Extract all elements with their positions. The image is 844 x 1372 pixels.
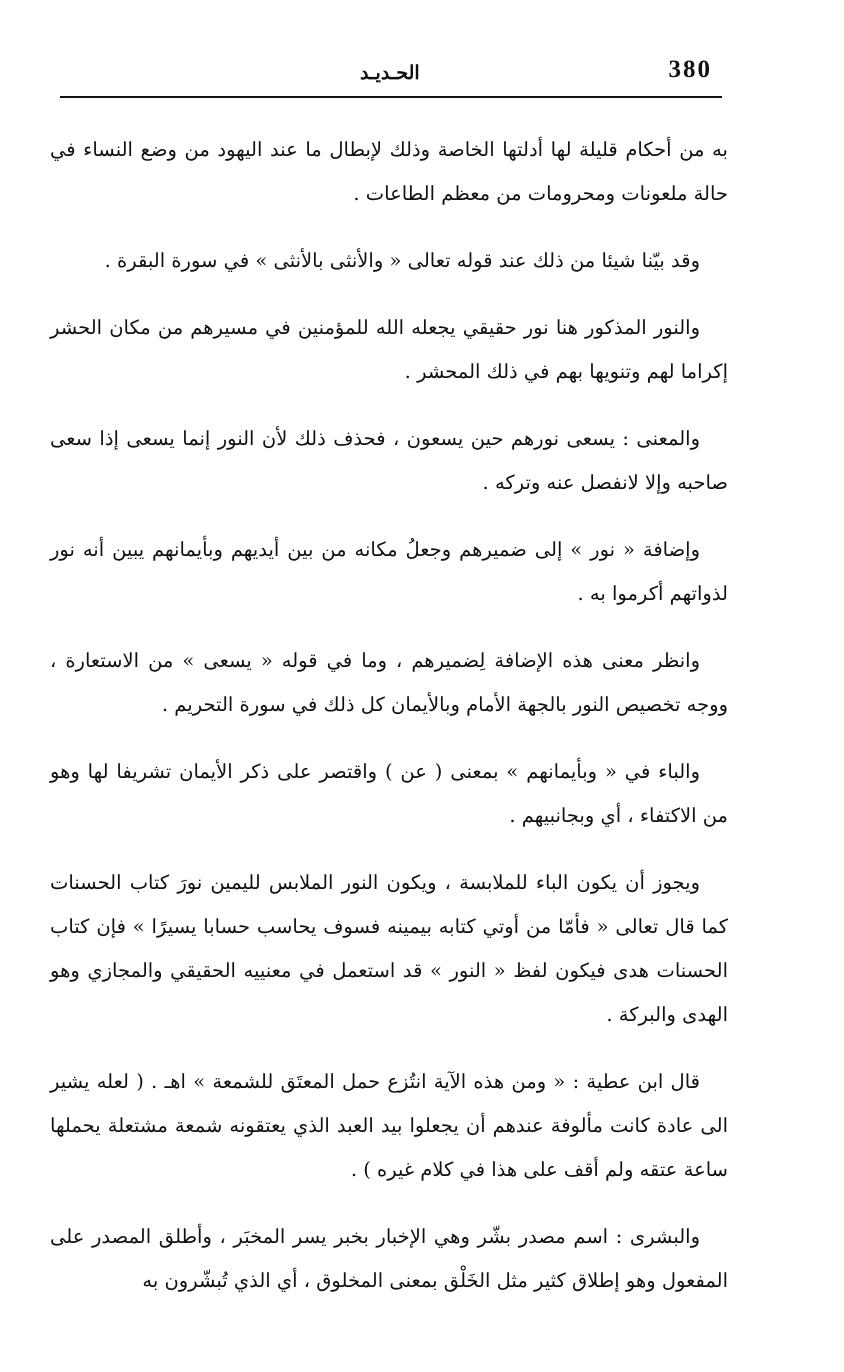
- paragraph: والبشرى : اسم مصدر بشّر وهي الإخبار بخبر يسر المخبَر ، وأطلق المصدر على المفعول وهو إطلاق كثير مثل الخَلْق بمعنى المخلوق ، أي الذي تُبشّرون به: [50, 1225, 728, 1292]
- paragraph: به من أحكام قليلة لها أدلتها الخاصة وذلك لإبطال ما عند اليهود من وضع النساء في حالة ملعونات ومحرومات من معظم الطاعات .: [50, 138, 728, 205]
- page-header: [60, 52, 722, 96]
- body-text: [50, 128, 728, 1326]
- paragraph: والباء في « وبأيمانهم » بمعنى ( عن ) واقتصر على ذكر الأيمان تشريفا لها وهو من الاكتفاء ، أي وبجانبيهم .: [50, 760, 728, 827]
- paragraph: وانظر معنى هذه الإضافة لِضميرهم ، وما في قوله « يسعى » من الاستعارة ، ووجه تخصيص النور بالجهة الأمام وبالأيمان كل ذلك في سورة التحريم .: [50, 649, 728, 716]
- running-title: الحـديـد: [360, 62, 420, 84]
- paragraph: وإضافة « نور » إلى ضميرهم وجعلُ مكانه من بين أيديهم وبأيمانهم يبين أنه نور لذواتهم أكرموا به .: [50, 538, 728, 605]
- paragraph: والنور المذكور هنا نور حقيقي يجعله الله للمؤمنين في مسيرهم من مكان الحشر إكراما لهم وتنويها بهم في ذلك المحشر .: [50, 316, 728, 383]
- paragraph: قال ابن عطية : « ومن هذه الآية انتُزع حمل المعتَق للشمعة » اهـ . ( لعله يشير الى عادة كانت مألوفة عندهم أن يجعلوا بيد العبد الذي يعتقونه شمعة مشتعلة يحملها ساعة عتقه ولم أقف على هذا في كلام غيره ) .: [50, 1070, 728, 1181]
- header-divider: [60, 96, 722, 98]
- paragraph: والمعنى : يسعى نورهم حين يسعون ، فحذف ذلك لأن النور إنما يسعى إذا سعى صاحبه وإلا لانفصل عنه وتركه .: [50, 427, 728, 494]
- paragraph: وقد بيّنا شيئا من ذلك عند قوله تعالى « والأنثى بالأنثى » في سورة البقرة .: [104, 249, 700, 272]
- page-number: 380: [668, 56, 712, 83]
- paragraph: ويجوز أن يكون الباء للملابسة ، ويكون النور الملابس لليمين نورَ كتاب الحسنات كما قال تعالى « فأمّا من أوتي كتابه بيمينه فسوف يحاسب حسابا يسيرًا » فإن كتاب الحسنات هدى فيكون لفظ « النور » قد استعمل في معنييه الحقيقي والمجازي وهو الهدى والبركة .: [50, 871, 728, 1026]
